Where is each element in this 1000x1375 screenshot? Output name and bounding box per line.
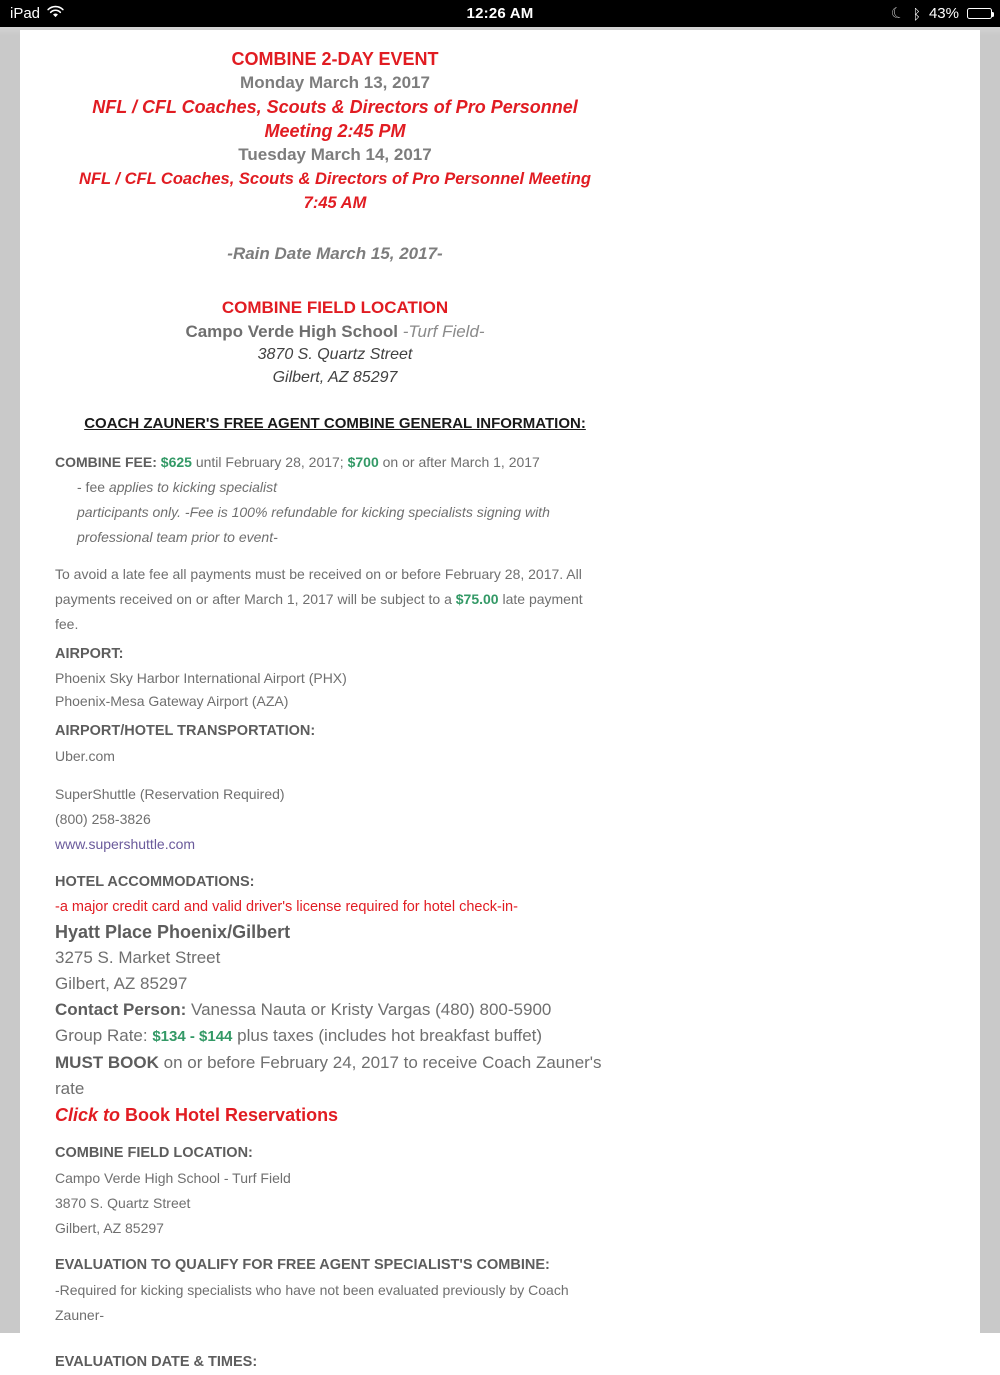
battery-icon [967, 8, 992, 19]
contact-person-label: Contact Person: [55, 1000, 187, 1019]
school-address1: 3870 S. Quartz Street [257, 346, 413, 363]
fee-tail-text: on or after March 1, 2017 [378, 454, 540, 470]
fee-early-price: $625 [160, 454, 192, 470]
school-line [55, 320, 615, 343]
hotel-address1: 3275 S. Market Street [55, 948, 221, 967]
late-fee-pre: payments received on or after March 1, 2017 will be subject to a [55, 591, 456, 607]
must-book-line2: rate [55, 1079, 85, 1098]
must-book-tail: on or before February 24, 2017 to receive Coach Zauner's [158, 1053, 602, 1072]
content-column [55, 30, 615, 1375]
school-address2: Gilbert, AZ 85297 [272, 369, 398, 386]
late-fee-line1: To avoid a late fee all payments must be received on or before February 28, 2017. All [55, 566, 582, 582]
meeting2-line2: 7:45 AM [303, 194, 367, 212]
event-date-monday: Monday March 13, 2017 [240, 73, 430, 92]
airport-heading: AIRPORT: [55, 646, 124, 662]
transportation-heading: AIRPORT/HOTEL TRANSPORTATION: [55, 723, 316, 739]
supershuttle-phone: (800) 258-3826 [55, 811, 151, 827]
evaluation-times-heading: EVALUATION DATE & TIMES: [55, 1354, 258, 1370]
bluetooth-icon: ᛒ [912, 5, 921, 22]
meeting1-line1: NFL / CFL Coaches, Scouts & Directors of Pro Personnel [92, 97, 578, 117]
battery-nub [992, 12, 994, 17]
evaluation-heading: EVALUATION TO QUALIFY FOR FREE AGENT SPECIALIST'S COMBINE: [55, 1257, 550, 1273]
meeting2-line1: NFL / CFL Coaches, Scouts & Directors of Pro Personnel Meeting [79, 170, 591, 188]
fee-note-line3: professional team prior to event- [77, 529, 278, 545]
fee-note-italic: applies to kicking specialist [108, 479, 277, 495]
airport-line1: Phoenix Sky Harbor International Airport (PHX) [55, 670, 347, 686]
supershuttle-line: SuperShuttle (Reservation Required) [55, 786, 285, 802]
hotel-contact-line [55, 997, 615, 1023]
must-book-label: MUST BOOK [55, 1053, 159, 1072]
clock: 12:26 AM [466, 5, 534, 22]
device-label: iPad [10, 5, 41, 22]
must-book-line1 [55, 1050, 615, 1076]
airport-line2: Phoenix-Mesa Gateway Airport (AZA) [55, 692, 289, 709]
field-location2-line2: 3870 S. Quartz Street [55, 1195, 191, 1211]
school-name: Campo Verde High School [185, 322, 398, 341]
group-rate-line [55, 1023, 615, 1050]
late-fee-paragraph [55, 562, 615, 637]
group-rate-range: $134 - $144 [152, 1028, 233, 1045]
meeting1-line2: Meeting 2:45 PM [264, 121, 406, 141]
hotel-name: Hyatt Place Phoenix/Gilbert [55, 922, 291, 942]
field-location2-block [55, 1141, 615, 1241]
field-location2-heading: COMBINE FIELD LOCATION: [55, 1145, 253, 1161]
hotel-heading: HOTEL ACCOMMODATIONS: [55, 874, 255, 890]
turf-field-label: -Turf Field- [397, 322, 485, 341]
event-header [55, 47, 615, 215]
supershuttle-link[interactable]: www.supershuttle.com [55, 836, 196, 852]
event-title: COMBINE 2-DAY EVENT [231, 49, 439, 69]
do-not-disturb-moon-icon: ☾ [888, 3, 907, 24]
group-rate-label: Group Rate: [55, 1026, 153, 1045]
late-fee-line3: fee. [55, 616, 79, 632]
airport-block [55, 642, 615, 712]
event-date-tuesday: Tuesday March 14, 2017 [238, 145, 432, 164]
status-bar [0, 0, 1000, 27]
field-location2-line3: Gilbert, AZ 85297 [55, 1220, 164, 1236]
evaluation-times-block [55, 1350, 615, 1375]
field-location-block [55, 296, 615, 389]
fee-mid-text: until February 28, 2017; [191, 454, 348, 470]
field-location-heading: COMBINE FIELD LOCATION [221, 298, 449, 317]
hotel-address2: Gilbert, AZ 85297 [55, 974, 188, 993]
evaluation-line1: -Required for kicking specialists who have not been evaluated previously by Coach [55, 1282, 569, 1298]
contact-person-value: Vanessa Nauta or Kristy Vargas (480) 800-5900 [186, 1000, 552, 1019]
late-fee-line2 [55, 587, 615, 612]
book-hotel-link[interactable] [55, 1102, 615, 1128]
fee-note-plain: - fee [77, 479, 109, 495]
transportation-block [55, 719, 615, 857]
uber-line: Uber.com [55, 748, 115, 764]
status-bar-right [888, 3, 992, 24]
field-location2-line1: Campo Verde High School - Turf Field [55, 1170, 291, 1186]
book-reservations-label: Book Hotel Reservations [120, 1105, 339, 1125]
page-background [0, 27, 1000, 1370]
fee-late-price: $700 [347, 454, 379, 470]
late-fee-post: late payment [498, 591, 583, 607]
hotel-block [55, 870, 615, 1128]
general-info-heading: COACH ZAUNER'S FREE AGENT COMBINE GENERAL INFORMATION: [84, 415, 586, 432]
fee-note-line2: participants only. -Fee is 100% refundable for kicking specialists signing with [77, 504, 550, 520]
group-rate-tail: plus taxes (includes hot breakfast buffet) [232, 1026, 543, 1045]
hotel-checkin-notice: -a major credit card and valid driver's license required for hotel check-in- [55, 899, 518, 915]
fee-note-line1 [55, 475, 615, 500]
evaluation-block [55, 1253, 615, 1328]
spacer [55, 769, 615, 782]
click-to-label: Click to [55, 1105, 121, 1125]
content-card [20, 30, 980, 1370]
combine-fee-line [55, 450, 615, 475]
late-fee-amount: $75.00 [455, 591, 499, 607]
combine-fee-block [55, 450, 615, 550]
rain-date: -Rain Date March 15, 2017- [227, 244, 443, 263]
evaluation-line2: Zauner- [55, 1307, 105, 1323]
battery-percent: 43% [928, 5, 959, 22]
combine-fee-label: COMBINE FEE: [55, 454, 161, 470]
